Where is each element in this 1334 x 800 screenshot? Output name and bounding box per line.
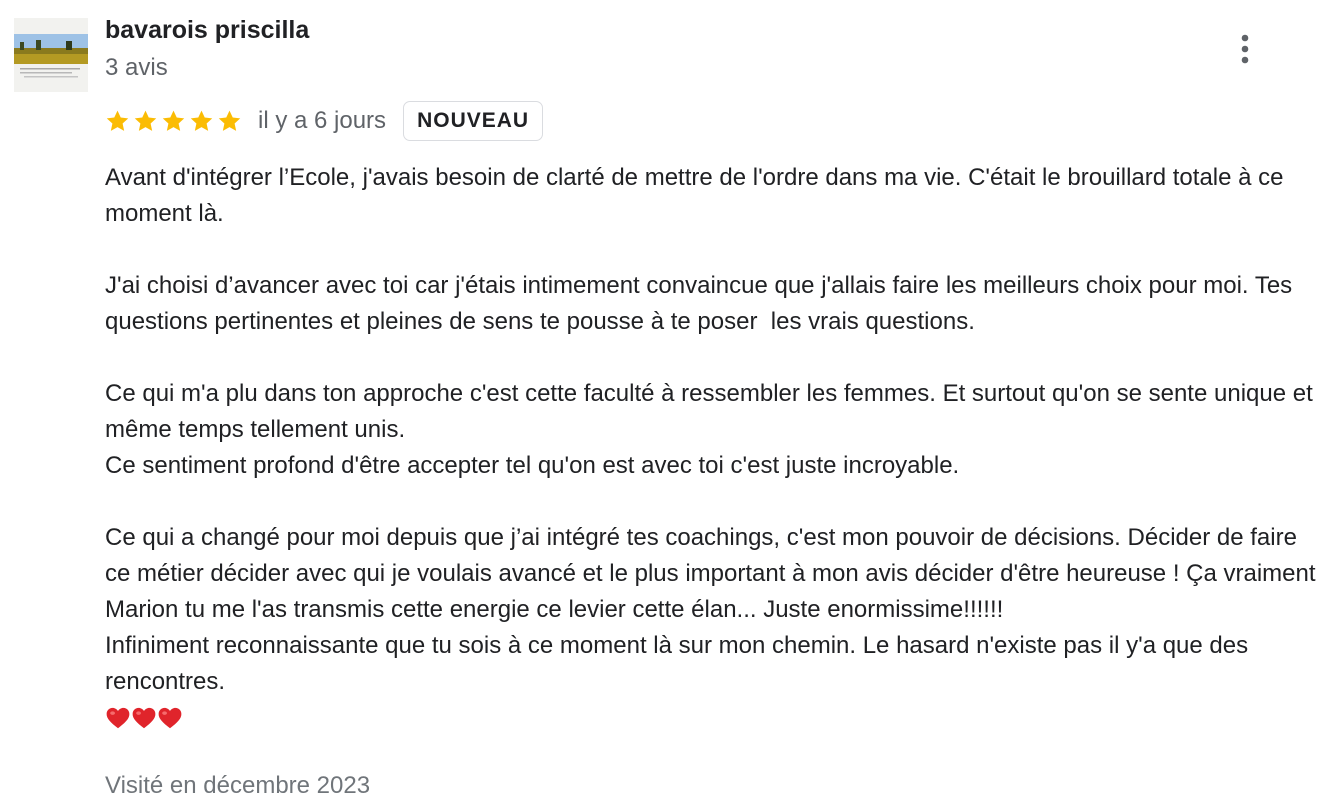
heart-icon (131, 705, 157, 731)
hearts-emoji (105, 700, 1320, 736)
heart-icon (105, 705, 131, 731)
landscape-photo-avatar (14, 18, 88, 92)
more-options-button[interactable] (1224, 28, 1266, 70)
star-rating (105, 109, 242, 134)
author-name[interactable]: bavarois priscilla (105, 16, 310, 44)
review-count[interactable]: 3 avis (105, 54, 168, 81)
star-icon (189, 109, 214, 134)
review-text (105, 160, 1320, 736)
star-icon (133, 109, 158, 134)
avatar[interactable] (14, 18, 88, 92)
review-paragraph: Ce qui m'a plu dans ton approche c'est cette faculté à ressembler les femmes. Et surtout qu'on se sente unique et même temps tellement unis. Ce sentiment profond d'être accepter tel qu'on est avec toi c'est juste incroyable. (105, 380, 1313, 479)
heart-icon (157, 705, 183, 731)
visit-date: Visité en décembre 2023 (105, 772, 371, 799)
review-date: il y a 6 jours (258, 107, 387, 134)
new-badge: NOUVEAU (403, 101, 543, 141)
star-icon (105, 109, 130, 134)
review-spacer (105, 340, 1320, 376)
review-paragraph: Avant d'intégrer l’Ecole, j'avais besoin de clarté de mettre de l'ordre dans ma vie. C'était le brouillard totale à ce moment là. (105, 164, 1291, 227)
more-vert-icon (1240, 34, 1250, 64)
star-icon (217, 109, 242, 134)
review-meta (105, 99, 543, 143)
review-spacer (105, 484, 1320, 520)
review-paragraph: J'ai choisi d’avancer avec toi car j'étais intimement convaincue que j'allais faire les meilleurs choix pour moi. Tes questions pertinentes et pleines de sens te pousse à te poser les vrais questions. (105, 272, 1299, 335)
review-paragraph: Ce qui a changé pour moi depuis que j’ai intégré tes coachings, c'est mon pouvoir de décisions. Décider de faire ce métier décider avec qui je voulais avancé et le plus important à mon avis décider d'être heureuse ! Ça vraiment Marion tu me l'as transmis cette energie ce levier cette élan... Juste enormissime!!!!!! Infiniment reconnaissante que tu sois à ce moment là sur mon chemin. Le hasard n'existe pas il y'a que des rencontres. (105, 524, 1316, 695)
review-spacer (105, 232, 1320, 268)
star-icon (161, 109, 186, 134)
